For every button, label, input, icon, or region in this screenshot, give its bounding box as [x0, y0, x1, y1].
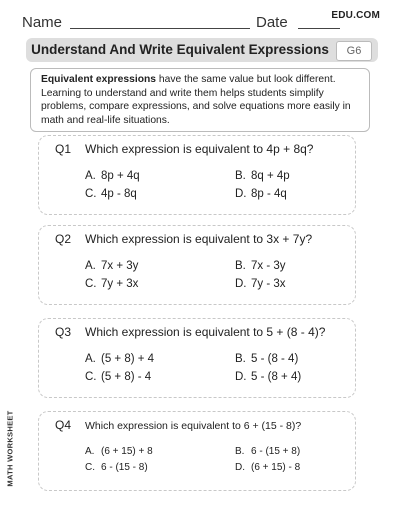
- option-letter: C.: [85, 462, 95, 473]
- option-b[interactable]: [235, 446, 300, 457]
- option-d[interactable]: [235, 188, 287, 200]
- option-text: 5 - (8 + 4): [251, 371, 302, 383]
- option-text: 5 - (8 - 4): [251, 353, 299, 365]
- option-letter: A.: [85, 446, 95, 457]
- option-text: 6 - (15 - 8): [101, 462, 148, 473]
- date-label: Date: [256, 14, 288, 31]
- worksheet-header: [20, 10, 380, 32]
- option-b[interactable]: [235, 353, 298, 365]
- name-label: Name: [22, 14, 63, 31]
- option-b[interactable]: [235, 170, 290, 182]
- question-label: Q4: [55, 418, 72, 432]
- grade-badge: G6: [336, 41, 372, 61]
- option-letter: D.: [235, 278, 247, 290]
- date-line[interactable]: [298, 28, 340, 29]
- option-c[interactable]: [85, 278, 138, 290]
- intro-bold: Equivalent expressions: [41, 74, 157, 85]
- option-a[interactable]: [85, 353, 154, 365]
- option-b[interactable]: [235, 260, 286, 272]
- question-box-2: [38, 225, 356, 305]
- question-label: Q1: [55, 142, 72, 156]
- option-letter: D.: [235, 188, 247, 200]
- option-d[interactable]: [235, 462, 300, 473]
- option-letter: B.: [235, 260, 246, 272]
- question-text: Which expression is equivalent to 4p + 8q?: [85, 142, 314, 156]
- option-letter: B.: [235, 170, 246, 182]
- question-text: Which expression is equivalent to 5 + (8 - 4)?: [85, 325, 326, 339]
- option-text: (6 + 15) - 8: [251, 462, 301, 473]
- option-letter: A.: [85, 260, 96, 272]
- option-letter: B.: [235, 446, 245, 457]
- option-a[interactable]: [85, 170, 140, 182]
- option-text: (5 + 8) - 4: [101, 371, 152, 383]
- option-d[interactable]: [235, 371, 301, 383]
- option-c[interactable]: [85, 371, 151, 383]
- intro-box: [30, 68, 370, 132]
- option-text: 7x - 3y: [251, 260, 286, 272]
- option-text: (6 + 15) + 8: [101, 446, 153, 457]
- option-c[interactable]: [85, 188, 137, 200]
- option-text: 7y - 3x: [251, 278, 286, 290]
- brand-logo: EDU.COM: [331, 10, 380, 21]
- name-line[interactable]: [70, 28, 250, 29]
- worksheet-title: Understand And Write Equivalent Expressions: [31, 42, 329, 57]
- option-text: 4p - 8q: [101, 188, 137, 200]
- option-text: 7x + 3y: [101, 260, 139, 272]
- option-text: 6 - (15 + 8): [251, 446, 301, 457]
- option-text: 8p + 4q: [101, 170, 140, 182]
- question-label: Q2: [55, 232, 72, 246]
- question-box-3: [38, 318, 356, 398]
- question-text: Which expression is equivalent to 6 + (15 - 8)?: [85, 420, 302, 432]
- option-c[interactable]: [85, 462, 148, 473]
- option-letter: A.: [85, 353, 96, 365]
- option-letter: C.: [85, 278, 97, 290]
- intro-text: have the same value but look different. Learning to understand and write them helps students simplify problems, compare expressions, and solve equations more easily in math and real-life situations.: [41, 74, 351, 126]
- option-letter: A.: [85, 170, 96, 182]
- option-letter: D.: [235, 462, 245, 473]
- question-label: Q3: [55, 325, 72, 339]
- option-letter: C.: [85, 371, 97, 383]
- option-text: (5 + 8) + 4: [101, 353, 155, 365]
- option-a[interactable]: [85, 446, 153, 457]
- option-text: 8p - 4q: [251, 188, 287, 200]
- option-d[interactable]: [235, 278, 286, 290]
- option-text: 7y + 3x: [101, 278, 139, 290]
- option-letter: B.: [235, 353, 246, 365]
- side-label: [4, 410, 16, 490]
- option-letter: C.: [85, 188, 97, 200]
- option-a[interactable]: [85, 260, 138, 272]
- option-letter: D.: [235, 371, 247, 383]
- question-text: Which expression is equivalent to 3x + 7y?: [85, 232, 313, 246]
- title-bar: [26, 38, 378, 62]
- side-label-text: MATH WORKSHEET: [5, 410, 15, 487]
- question-box-1: [38, 135, 356, 215]
- question-box-4: [38, 411, 356, 491]
- option-text: 8q + 4p: [251, 170, 290, 182]
